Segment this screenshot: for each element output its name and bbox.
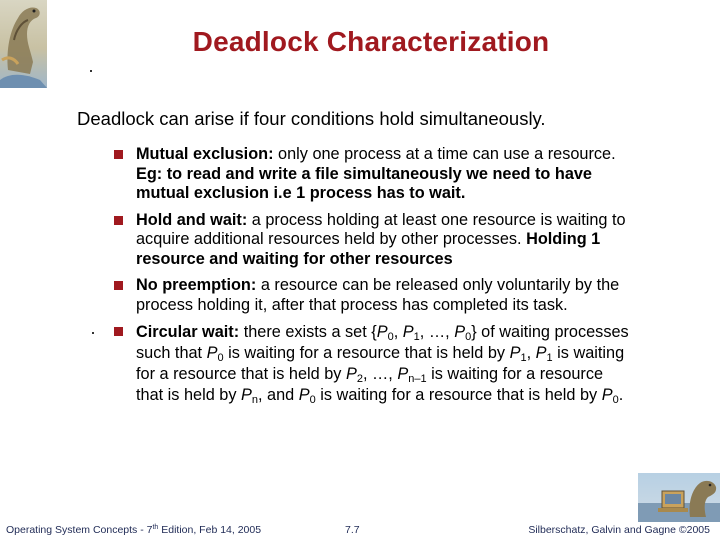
list-item [114,145,634,204]
condition-term: No preemption: [136,276,257,294]
condition-text: there exists a set {$P_0$, $P_1$, …, $P_0$} of waiting processes such that $P_0$ is waiting for a resource that is held by $P_1$, $P_1$ is waiting for a resource that is held by $P_2$, …, $P_{n-1}$ is waiting for a resource that is held by $P_n$, and $P_0$ is waiting for a resource that is held by $P_0$. [136,323,629,406]
condition-text: only one process at a time can use a resource. [278,145,616,163]
dinosaur-with-computer-illustration [638,473,720,522]
footer-edition-sup: th [152,524,159,531]
list-item [114,276,634,315]
footer-book-title [6,524,261,536]
page-number: 7.7 [345,524,360,536]
condition-text: a process holding at least one resource is waiting to acquire additional resources held by other processes. [136,210,626,248]
condition-term: Circular wait: [136,323,240,341]
intro-text: Deadlock can arise if four conditions hold simultaneously. [77,108,546,129]
condition-list [114,145,634,406]
footer-book-title-text: Operating System Concepts - 7 [6,524,153,536]
condition-note: Holding 1 resource and waiting for other resources [136,230,601,268]
footer-edition-date: Edition, Feb 14, 2005 [158,524,262,536]
list-item [114,211,634,270]
footer-authors: Silberschatz, Galvin and Gagne ©2005 [528,524,710,536]
slide-title: Deadlock Characterization [192,26,550,57]
square-bullet-icon [114,327,123,336]
square-bullet-icon [114,281,123,290]
condition-term: Hold and wait: [136,210,248,229]
square-bullet-icon [114,150,123,159]
square-bullet-icon [114,216,123,225]
list-item [114,322,634,406]
condition-term: Mutual exclusion: [136,145,274,163]
speck [92,332,94,334]
condition-text: a resource can be released only voluntarily by the process holding it, after that process has completed its task. [136,276,620,314]
condition-note: Eg: to read and write a file simultaneously we need to have mutual exclusion i.e 1 process has to wait. [136,164,592,202]
speck [90,70,92,72]
